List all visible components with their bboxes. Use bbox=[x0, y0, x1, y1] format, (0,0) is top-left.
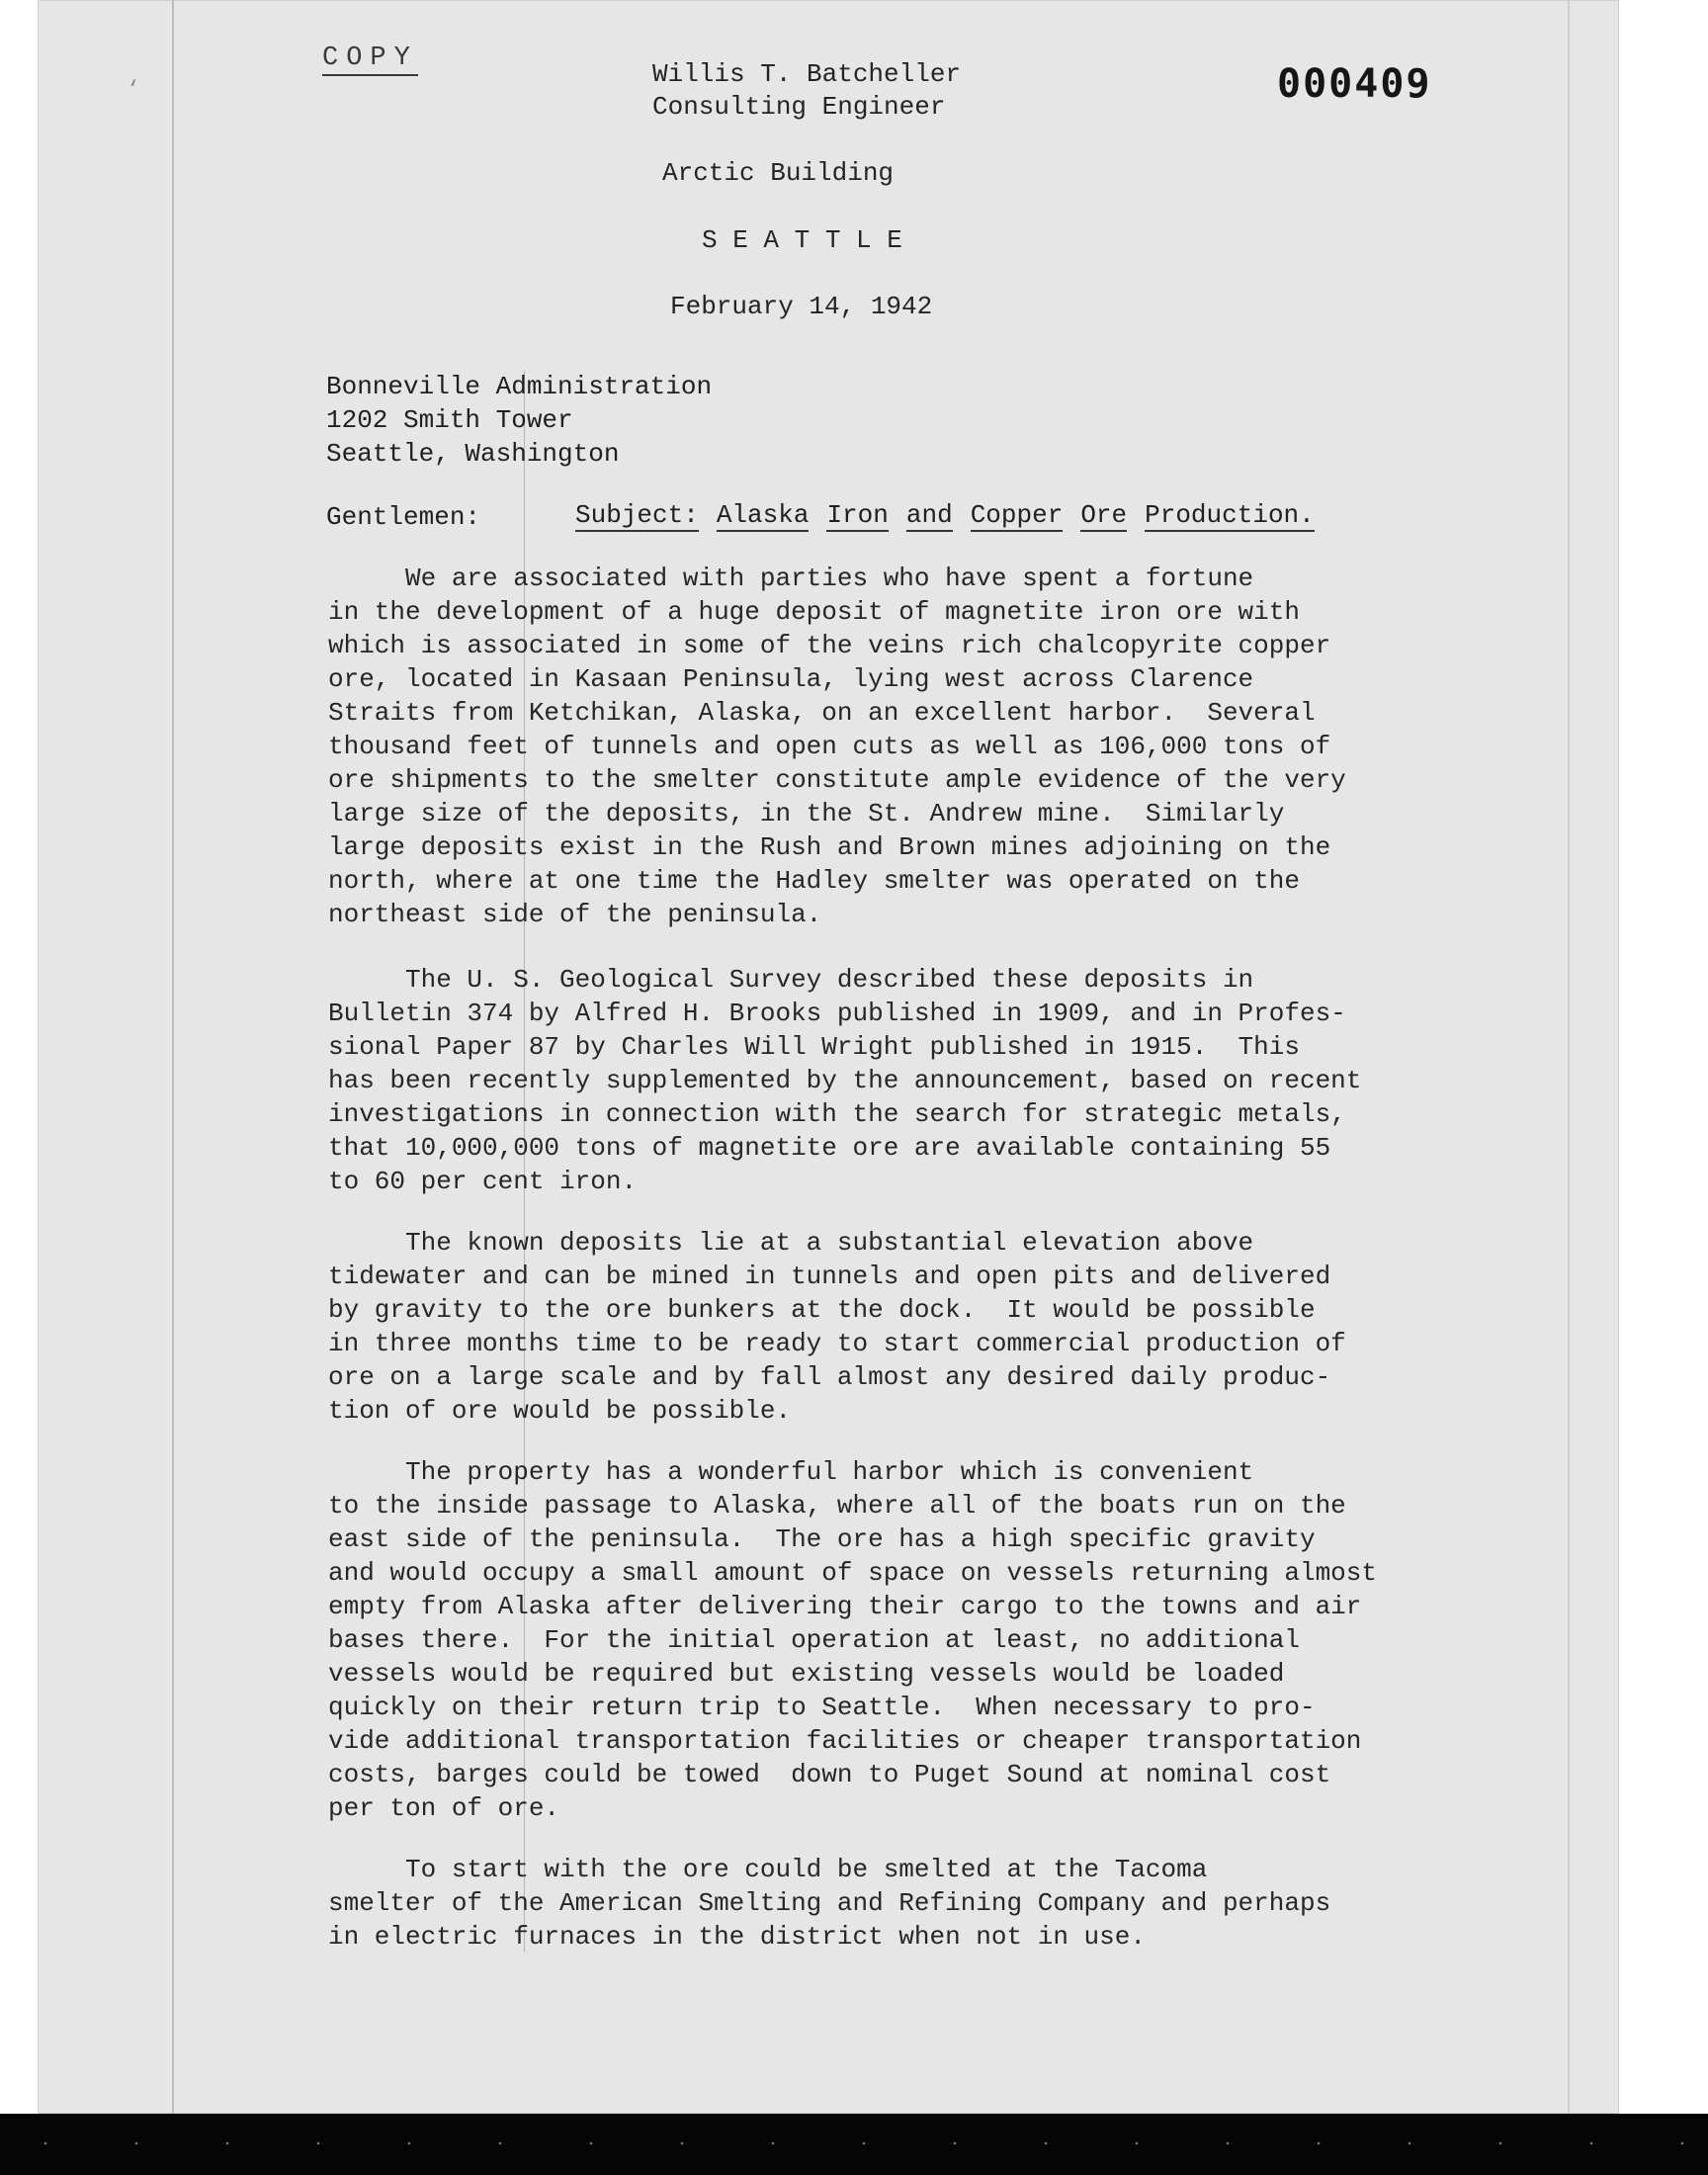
paragraph-line: vide additional transportation facilities or cheaper transportation bbox=[328, 1726, 1362, 1756]
letterhead-building: Arctic Building bbox=[662, 158, 895, 188]
paragraph-line: and would occupy a small amount of space on vessels returning almost bbox=[328, 1558, 1377, 1588]
paragraph-line: by gravity to the ore bunkers at the dock. It would be possible bbox=[328, 1295, 1316, 1325]
letterhead-title: Consulting Engineer bbox=[652, 92, 946, 122]
paragraph-line: To start with the ore could be smelted at the Tacoma bbox=[328, 1855, 1208, 1884]
paragraph-line: Bulletin 374 by Alfred H. Brooks published in 1909, and in Profes- bbox=[328, 999, 1346, 1028]
paragraph-line: empty from Alaska after delivering their cargo to the towns and air bbox=[328, 1592, 1362, 1621]
subject-word: Iron bbox=[826, 500, 889, 530]
paragraph-line: ore, located in Kasaan Peninsula, lying west across Clarence bbox=[328, 664, 1254, 694]
subject-word: and bbox=[905, 500, 953, 530]
paragraph-line: to 60 per cent iron. bbox=[328, 1167, 638, 1196]
subject-word: Copper bbox=[970, 500, 1064, 530]
paragraph-line: north, where at one time the Hadley smelter was operated on the bbox=[328, 866, 1300, 896]
paper-mark: ‘ bbox=[127, 77, 140, 102]
paragraph-line: The known deposits lie at a substantial elevation above bbox=[328, 1228, 1254, 1258]
paragraph-line: quickly on their return trip to Seattle. When necessary to pro- bbox=[328, 1693, 1316, 1722]
paragraph-line: that 10,000,000 tons of magnetite ore are available containing 55 bbox=[328, 1133, 1331, 1163]
paragraph-line: to the inside passage to Alaska, where all of the boats run on the bbox=[328, 1491, 1346, 1521]
letterhead-city: S E A T T L E bbox=[702, 225, 902, 255]
paragraph-line: northeast side of the peninsula. bbox=[328, 900, 822, 929]
paragraph-line: tidewater and can be mined in tunnels and open pits and delivered bbox=[328, 1262, 1331, 1291]
paragraph-line: per ton of ore. bbox=[328, 1793, 560, 1823]
paragraph-line: The property has a wonderful harbor which is convenient bbox=[328, 1457, 1254, 1487]
recipient-line: Bonneville Administration bbox=[326, 372, 713, 401]
paragraph-line: We are associated with parties who have spent a fortune bbox=[328, 564, 1254, 593]
document-number: 000409 bbox=[1277, 61, 1432, 107]
paragraph-line: costs, barges could be towed down to Puget Sound at nominal cost bbox=[328, 1760, 1331, 1789]
paragraph-line: in electric furnaces in the district when not in use. bbox=[328, 1922, 1146, 1952]
page-edge-line bbox=[1568, 0, 1570, 2114]
subject-word: Production. bbox=[1145, 500, 1315, 530]
paragraph-line: large deposits exist in the Rush and Brown mines adjoining on the bbox=[328, 832, 1331, 862]
copy-stamp: COPY bbox=[322, 44, 418, 76]
paragraph-line: Straits from Ketchikan, Alaska, on an excellent harbor. Several bbox=[328, 698, 1316, 728]
salutation: Gentlemen: bbox=[326, 502, 481, 532]
paragraph-line: vessels would be required but existing vessels would be loaded bbox=[328, 1659, 1285, 1689]
recipient-line: Seattle, Washington bbox=[326, 439, 620, 469]
letterhead-name: Willis T. Batcheller bbox=[652, 59, 962, 89]
paragraph-line: which is associated in some of the veins rich chalcopyrite copper bbox=[328, 631, 1331, 660]
paragraph-line: investigations in connection with the search for strategic metals, bbox=[328, 1099, 1346, 1129]
paragraph-line: bases there. For the initial operation at least, no additional bbox=[328, 1625, 1300, 1655]
paragraph-line: The U. S. Geological Survey described these deposits in bbox=[328, 965, 1254, 995]
paragraph-line: in three months time to be ready to start commercial production of bbox=[328, 1329, 1346, 1358]
page-fold-line bbox=[172, 0, 174, 2114]
scan-noise bbox=[0, 2139, 1708, 2147]
letter-date: February 14, 1942 bbox=[670, 292, 933, 321]
paragraph-line: thousand feet of tunnels and open cuts as well as 106,000 tons of bbox=[328, 732, 1331, 761]
paragraph-line: has been recently supplemented by the announcement, based on recent bbox=[328, 1066, 1362, 1095]
paragraph-line: ore on a large scale and by fall almost any desired daily produc- bbox=[328, 1362, 1331, 1392]
subject-word: Alaska bbox=[716, 500, 810, 530]
paragraph-line: east side of the peninsula. The ore has a high specific gravity bbox=[328, 1524, 1316, 1554]
subject-line bbox=[575, 500, 1332, 530]
subject-word: Ore bbox=[1080, 500, 1128, 530]
paragraph-line: smelter of the American Smelting and Refining Company and perhaps bbox=[328, 1888, 1331, 1918]
paragraph-line: tion of ore would be possible. bbox=[328, 1396, 792, 1426]
paragraph-line: large size of the deposits, in the St. Andrew mine. Similarly bbox=[328, 799, 1285, 828]
subject-word: Subject: bbox=[575, 500, 699, 530]
paragraph-line: in the development of a huge deposit of magnetite iron ore with bbox=[328, 597, 1300, 627]
paragraph-line: sional Paper 87 by Charles Will Wright published in 1915. This bbox=[328, 1032, 1300, 1062]
paragraph-line: ore shipments to the smelter constitute ample evidence of the very bbox=[328, 765, 1346, 795]
recipient-line: 1202 Smith Tower bbox=[326, 405, 573, 435]
